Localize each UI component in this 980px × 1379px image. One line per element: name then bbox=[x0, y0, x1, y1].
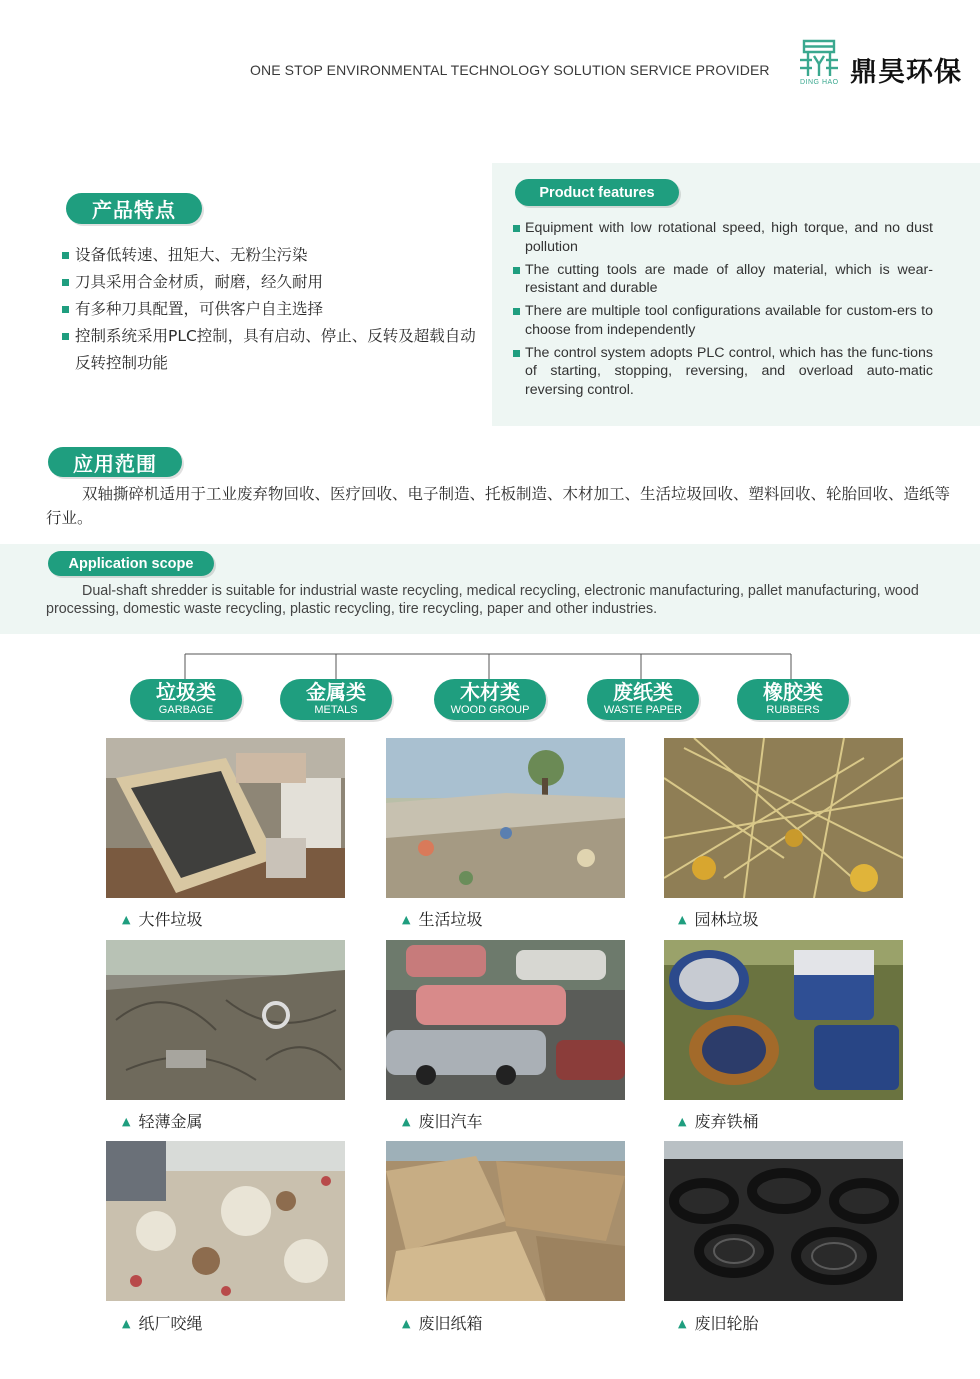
triangle-icon: ▲ bbox=[402, 913, 411, 926]
caption-oil-drums: ▲ 废弃铁桶 bbox=[678, 1112, 759, 1131]
brand-name: 鼎昊环保 bbox=[850, 57, 962, 88]
category-rubbers: 橡胶类 RUBBERS bbox=[737, 679, 849, 720]
triangle-icon: ▲ bbox=[402, 1317, 411, 1330]
triangle-icon: ▲ bbox=[122, 1115, 131, 1128]
features-title-en: Product features bbox=[515, 179, 679, 206]
bullet-icon bbox=[513, 350, 520, 357]
application-title-en: Application scope bbox=[48, 551, 214, 576]
photo-paper-mill-rope bbox=[106, 1141, 345, 1301]
bullet-icon bbox=[62, 252, 69, 259]
feature-item-en: The cutting tools are made of alloy material, which is wear-resistant and durable bbox=[513, 261, 933, 298]
bullet-icon bbox=[513, 267, 520, 274]
bullet-icon bbox=[62, 306, 69, 313]
photo-scrap-tires bbox=[664, 1141, 903, 1301]
features-title-cn: 产品特点 bbox=[66, 193, 202, 224]
triangle-icon: ▲ bbox=[678, 1115, 687, 1128]
features-list-en bbox=[513, 219, 933, 404]
photo-scrap-cars bbox=[386, 940, 625, 1100]
category-garbage: 垃圾类 GARBAGE bbox=[130, 679, 242, 720]
photo-garden-waste bbox=[664, 738, 903, 898]
feature-item-en: Equipment with low rotational speed, high torque, and no dust pollution bbox=[513, 219, 933, 256]
feature-item-cn: 设备低转速、扭矩大、无粉尘污染 bbox=[62, 242, 482, 269]
header-tagline: ONE STOP ENVIRONMENTAL TECHNOLOGY SOLUTION SERVICE PROVIDER bbox=[250, 62, 770, 78]
triangle-icon: ▲ bbox=[678, 1317, 687, 1330]
brand-en: DING HAO bbox=[800, 79, 839, 86]
photo-thin-metal bbox=[106, 940, 345, 1100]
triangle-icon: ▲ bbox=[402, 1115, 411, 1128]
bullet-icon bbox=[62, 333, 69, 340]
triangle-icon: ▲ bbox=[122, 913, 131, 926]
feature-item-en: There are multiple tool configurations available for custom-ers to choose from independently bbox=[513, 302, 933, 339]
photo-domestic-waste bbox=[386, 738, 625, 898]
photo-bulky-waste bbox=[106, 738, 345, 898]
triangle-icon: ▲ bbox=[678, 913, 687, 926]
photo-cardboard-boxes bbox=[386, 1141, 625, 1301]
application-text-en: Dual-shaft shredder is suitable for industrial waste recycling, medical recycling, electronic manufacturing, pallet manufacturing, wood processing, domestic waste recycling, plastic recycling, tire recycling, paper and other industries. bbox=[46, 583, 919, 617]
features-list-cn bbox=[62, 242, 482, 377]
feature-item-cn: 刀具采用合金材质，耐磨，经久耐用 bbox=[62, 269, 482, 296]
caption-domestic-waste: ▲ 生活垃圾 bbox=[402, 910, 483, 929]
caption-scrap-tires: ▲ 废旧轮胎 bbox=[678, 1314, 759, 1333]
category-waste-paper: 废纸类 WASTE PAPER bbox=[587, 679, 699, 720]
feature-item-cn: 有多种刀具配置，可供客户自主选择 bbox=[62, 296, 482, 323]
category-metals: 金属类 METALS bbox=[280, 679, 392, 720]
bullet-icon bbox=[513, 225, 520, 232]
application-text-cn: 双轴撕碎机适用于工业废弃物回收、医疗回收、电子制造、托板制造、木材加工、生活垃圾回收、塑料回收、轮胎回收、造纸等行业。 bbox=[46, 485, 951, 527]
caption-garden-waste: ▲ 园林垃圾 bbox=[678, 910, 759, 929]
caption-scrap-cars: ▲ 废旧汽车 bbox=[402, 1112, 483, 1131]
caption-cardboard-boxes: ▲ 废旧纸箱 bbox=[402, 1314, 483, 1333]
triangle-icon: ▲ bbox=[122, 1317, 131, 1330]
caption-bulky-waste: ▲ 大件垃圾 bbox=[122, 910, 203, 929]
application-title-cn: 应用范围 bbox=[48, 447, 182, 477]
bullet-icon bbox=[62, 279, 69, 286]
photo-oil-drums bbox=[664, 940, 903, 1100]
caption-thin-metal: ▲ 轻薄金属 bbox=[122, 1112, 203, 1131]
bullet-icon bbox=[513, 308, 520, 315]
feature-item-en: The control system adopts PLC control, which has the func-tions of starting, stopping, reversing, and overload auto-matic reversing control. bbox=[513, 344, 933, 400]
caption-paper-mill-rope: ▲ 纸厂咬绳 bbox=[122, 1314, 203, 1333]
feature-item-cn: 控制系统采用PLC控制，具有启动、停止、反转及超载自动反转控制功能 bbox=[62, 323, 482, 377]
category-wood: 木材类 WOOD GROUP bbox=[434, 679, 546, 720]
